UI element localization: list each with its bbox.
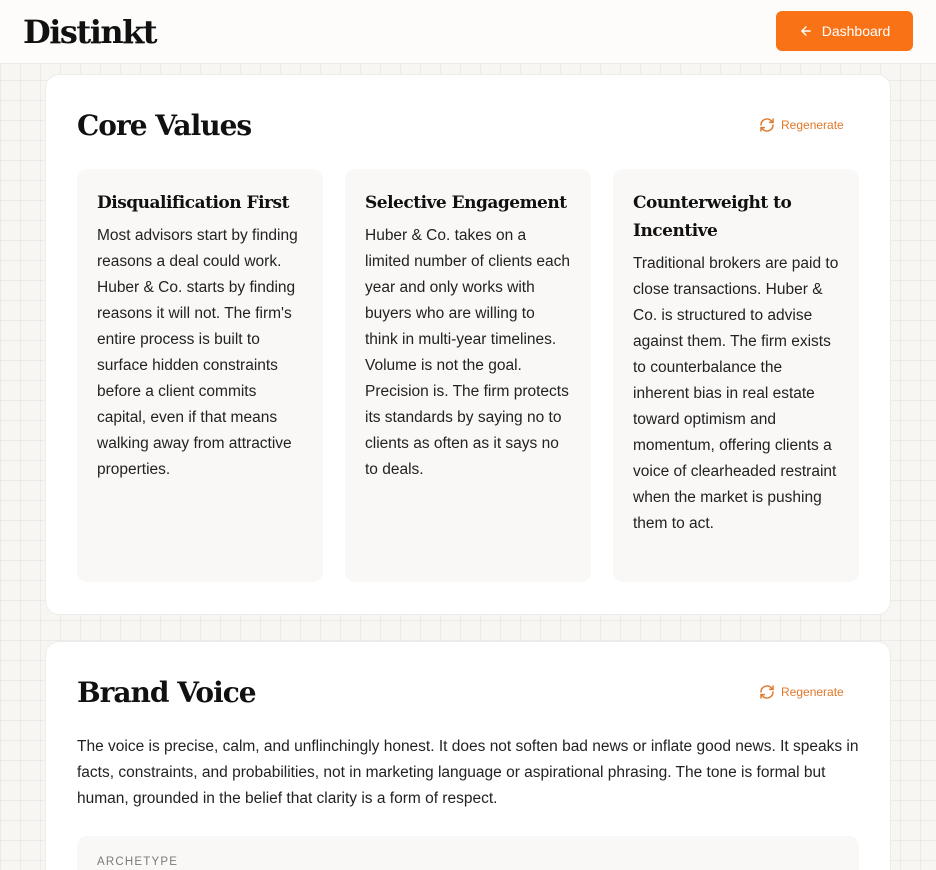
refresh-icon xyxy=(759,117,775,133)
core-value-card xyxy=(77,169,323,582)
core-values-title: Core Values xyxy=(77,109,252,142)
refresh-icon xyxy=(759,684,775,700)
regenerate-label: Regenerate xyxy=(781,685,844,699)
brand-voice-regenerate-button[interactable] xyxy=(759,682,844,702)
core-values-card xyxy=(45,74,891,615)
core-value-title: Counterweight to Incentive xyxy=(633,193,792,241)
core-value-card xyxy=(345,169,591,582)
core-value-card xyxy=(613,169,859,582)
archetype-label: ARCHETYPE xyxy=(97,856,179,868)
logo[interactable]: Distinkt xyxy=(23,13,157,51)
core-value-body: Traditional brokers are paid to close transactions. Huber & Co. is structured to advise against them. The firm exists to counterbalance the inherent bias in real estate toward optimism and momentum, offering clients a voice of clearheaded restraint when the market is pushing them to act. xyxy=(633,255,839,532)
dashboard-button-label: Dashboard xyxy=(821,23,891,39)
core-value-body: Most advisors start by finding reasons a deal could work. Huber & Co. starts by finding reasons it will not. The firm's entire process is built to surface hidden constraints before a client commits capital, even if that means walking away from attractive properties. xyxy=(97,227,298,478)
arrow-left-icon xyxy=(799,24,813,38)
top-bar xyxy=(0,0,936,64)
archetype-panel xyxy=(77,836,859,870)
dashboard-button[interactable] xyxy=(776,11,913,51)
regenerate-label: Regenerate xyxy=(781,118,844,132)
core-value-title: Selective Engagement xyxy=(365,193,567,213)
brand-voice-description: The voice is precise, calm, and unflinchingly honest. It does not soften bad news or inflate good news. It speaks in facts, constraints, and probabilities, not in marketing language or aspirational phrasing. The tone is formal but human, grounded in the belief that clarity is a form of respect. xyxy=(77,738,859,807)
core-value-title: Disqualification First xyxy=(97,193,289,213)
brand-voice-title: Brand Voice xyxy=(77,676,256,709)
brand-voice-card xyxy=(45,641,891,870)
core-values-regenerate-button[interactable] xyxy=(759,115,844,135)
core-value-body: Huber & Co. takes on a limited number of clients each year and only works with buyers who are willing to think in multi-year timelines. Volume is not the goal. Precision is. The firm protects its standards by saying no to clients as often as it says no to deals. xyxy=(365,227,571,478)
